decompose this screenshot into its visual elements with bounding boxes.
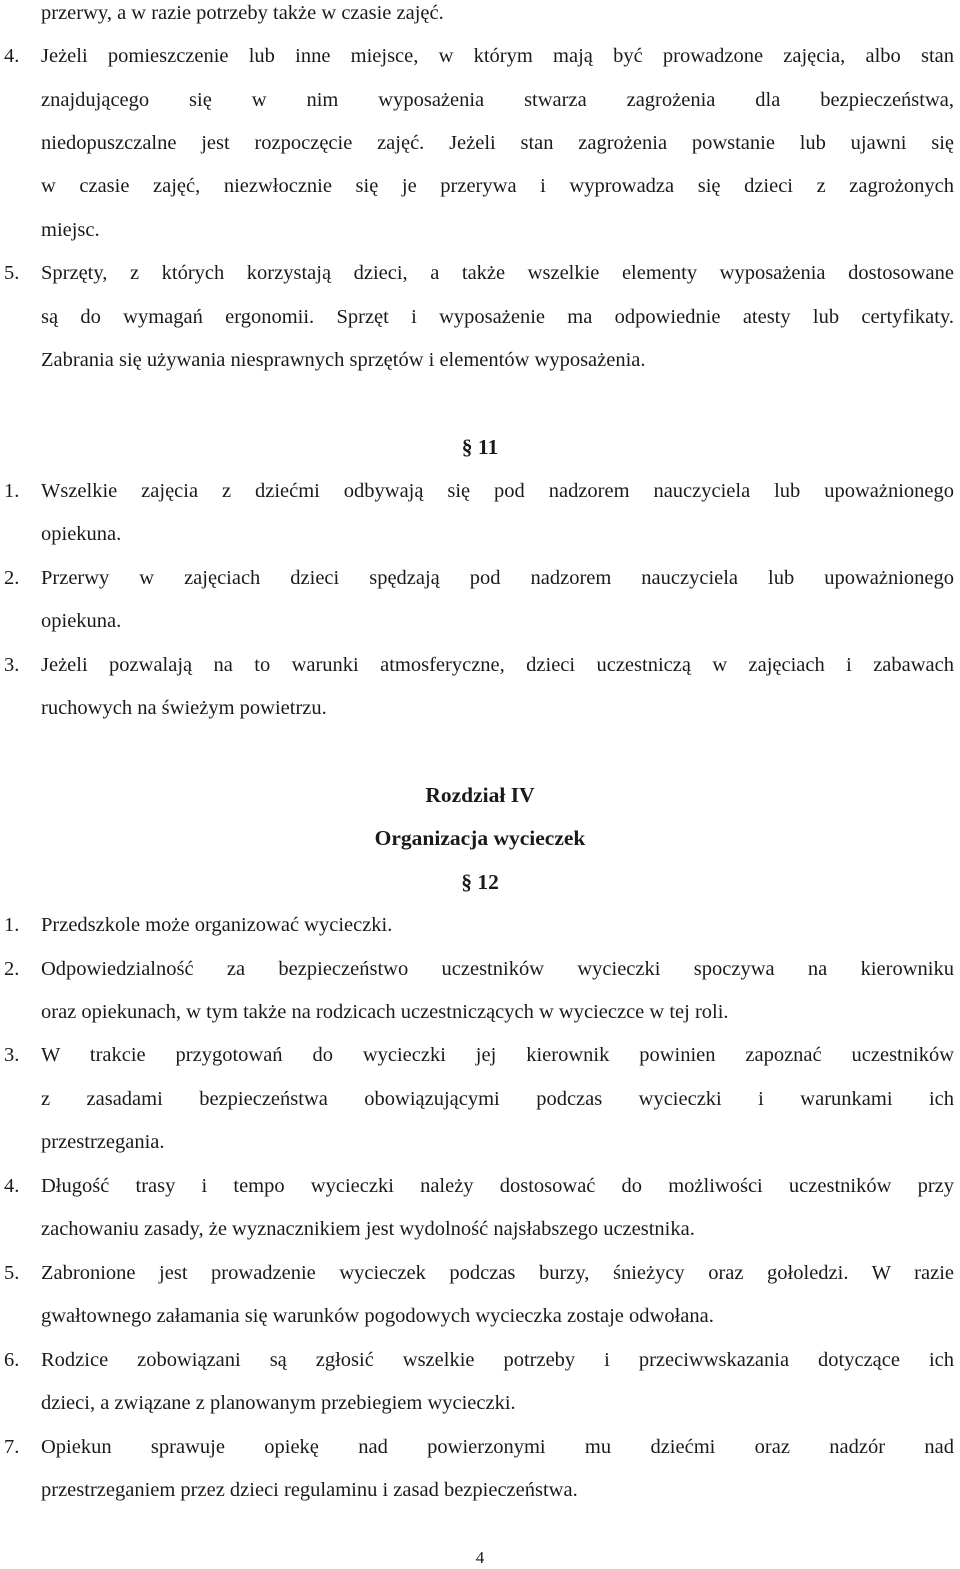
item-number: 5. bbox=[4, 1262, 20, 1284]
item-number: 3. bbox=[4, 654, 20, 676]
item-number: 1. bbox=[4, 480, 20, 502]
paragraph-line: z zasadami bezpieczeństwa obowiązującymi podczas wycieczki i warunkami ich bbox=[41, 1088, 954, 1110]
paragraph-line: przestrzeganiem przez dzieci regulaminu i zasad bezpieczeństwa. bbox=[41, 1479, 578, 1501]
paragraph-line: miejsc. bbox=[41, 219, 100, 241]
chapter-label: Rozdział IV bbox=[425, 783, 535, 807]
paragraph-line: znajdującego się w nim wyposażenia stwarza zagrożenia dla bezpieczeństwa, bbox=[41, 89, 954, 111]
item-number: 1. bbox=[4, 914, 20, 936]
paragraph-line: Opiekun sprawuje opiekę nad powierzonymi mu dziećmi oraz nadzór nad bbox=[41, 1436, 954, 1458]
item-number: 2. bbox=[4, 958, 20, 980]
paragraph-line: Wszelkie zajęcia z dziećmi odbywają się pod nadzorem nauczyciela lub upoważnionego bbox=[41, 480, 954, 502]
item-number: 2. bbox=[4, 567, 20, 589]
paragraph-line: Sprzęty, z których korzystają dzieci, a także wszelkie elementy wyposażenia dostosowane bbox=[41, 262, 954, 284]
paragraph-line: Zabrania się używania niesprawnych sprzętów i elementów wyposażenia. bbox=[41, 349, 646, 371]
paragraph-line: Jeżeli pomieszczenie lub inne miejsce, w którym mają być prowadzone zajęcia, albo stan bbox=[41, 45, 954, 67]
paragraph-line: dzieci, a związane z planowanym przebiegiem wycieczki. bbox=[41, 1392, 516, 1414]
paragraph-line: niedopuszczalne jest rozpoczęcie zajęć. Jeżeli stan zagrożenia powstanie lub ujawni się bbox=[41, 132, 954, 154]
paragraph-line: Jeżeli pozwalają na to warunki atmosferyczne, dzieci uczestniczą w zajęciach i zabawach bbox=[41, 654, 954, 676]
paragraph-line: opiekuna. bbox=[41, 523, 122, 545]
paragraph-line: Zabronione jest prowadzenie wycieczek podczas burzy, śnieżycy oraz gołoledzi. W razie bbox=[41, 1262, 954, 1284]
paragraph-line: są do wymagań ergonomii. Sprzęt i wyposażenie ma odpowiednie atesty lub certyfikaty. bbox=[41, 306, 954, 328]
chapter-title: Organizacja wycieczek bbox=[374, 826, 586, 850]
paragraph-line: Odpowiedzialność za bezpieczeństwo uczestników wycieczki spoczywa na kierowniku bbox=[41, 958, 954, 980]
item-number: 7. bbox=[4, 1436, 20, 1458]
paragraph-line: Długość trasy i tempo wycieczki należy dostosować do możliwości uczestników przy bbox=[41, 1175, 954, 1197]
paragraph-line: przerwy, a w razie potrzeby także w czasie zajęć. bbox=[41, 2, 444, 24]
paragraph-line: opiekuna. bbox=[41, 610, 122, 632]
paragraph-line: Przerwy w zajęciach dzieci spędzają pod nadzorem nauczyciela lub upoważnionego bbox=[41, 567, 954, 589]
paragraph-line: gwałtownego załamania się warunków pogodowych wycieczka zostaje odwołana. bbox=[41, 1305, 714, 1327]
item-number: 4. bbox=[4, 45, 20, 67]
paragraph-line: ruchowych na świeżym powietrzu. bbox=[41, 697, 327, 719]
section-mark: § 11 bbox=[461, 435, 499, 459]
item-number: 3. bbox=[4, 1044, 20, 1066]
item-number: 4. bbox=[4, 1175, 20, 1197]
page-number: 4 bbox=[475, 1548, 485, 1567]
section-mark: § 12 bbox=[461, 870, 499, 894]
item-number: 6. bbox=[4, 1349, 20, 1371]
paragraph-line: zachowaniu zasady, że wyznacznikiem jest wydolność najsłabszego uczestnika. bbox=[41, 1218, 695, 1240]
paragraph-line: W trakcie przygotowań do wycieczki jej kierownik powinien zapoznać uczestników bbox=[41, 1044, 954, 1066]
paragraph-line: oraz opiekunach, w tym także na rodzicach uczestniczących w wycieczce w tej roli. bbox=[41, 1001, 729, 1023]
paragraph-line: Przedszkole może organizować wycieczki. bbox=[41, 914, 393, 936]
paragraph-line: przestrzegania. bbox=[41, 1131, 165, 1153]
item-number: 5. bbox=[4, 262, 20, 284]
paragraph-line: w czasie zajęć, niezwłocznie się je przerywa i wyprowadza się dzieci z zagrożonych bbox=[41, 175, 954, 197]
paragraph-line: Rodzice zobowiązani są zgłosić wszelkie potrzeby i przeciwwskazania dotyczące ich bbox=[41, 1349, 954, 1371]
